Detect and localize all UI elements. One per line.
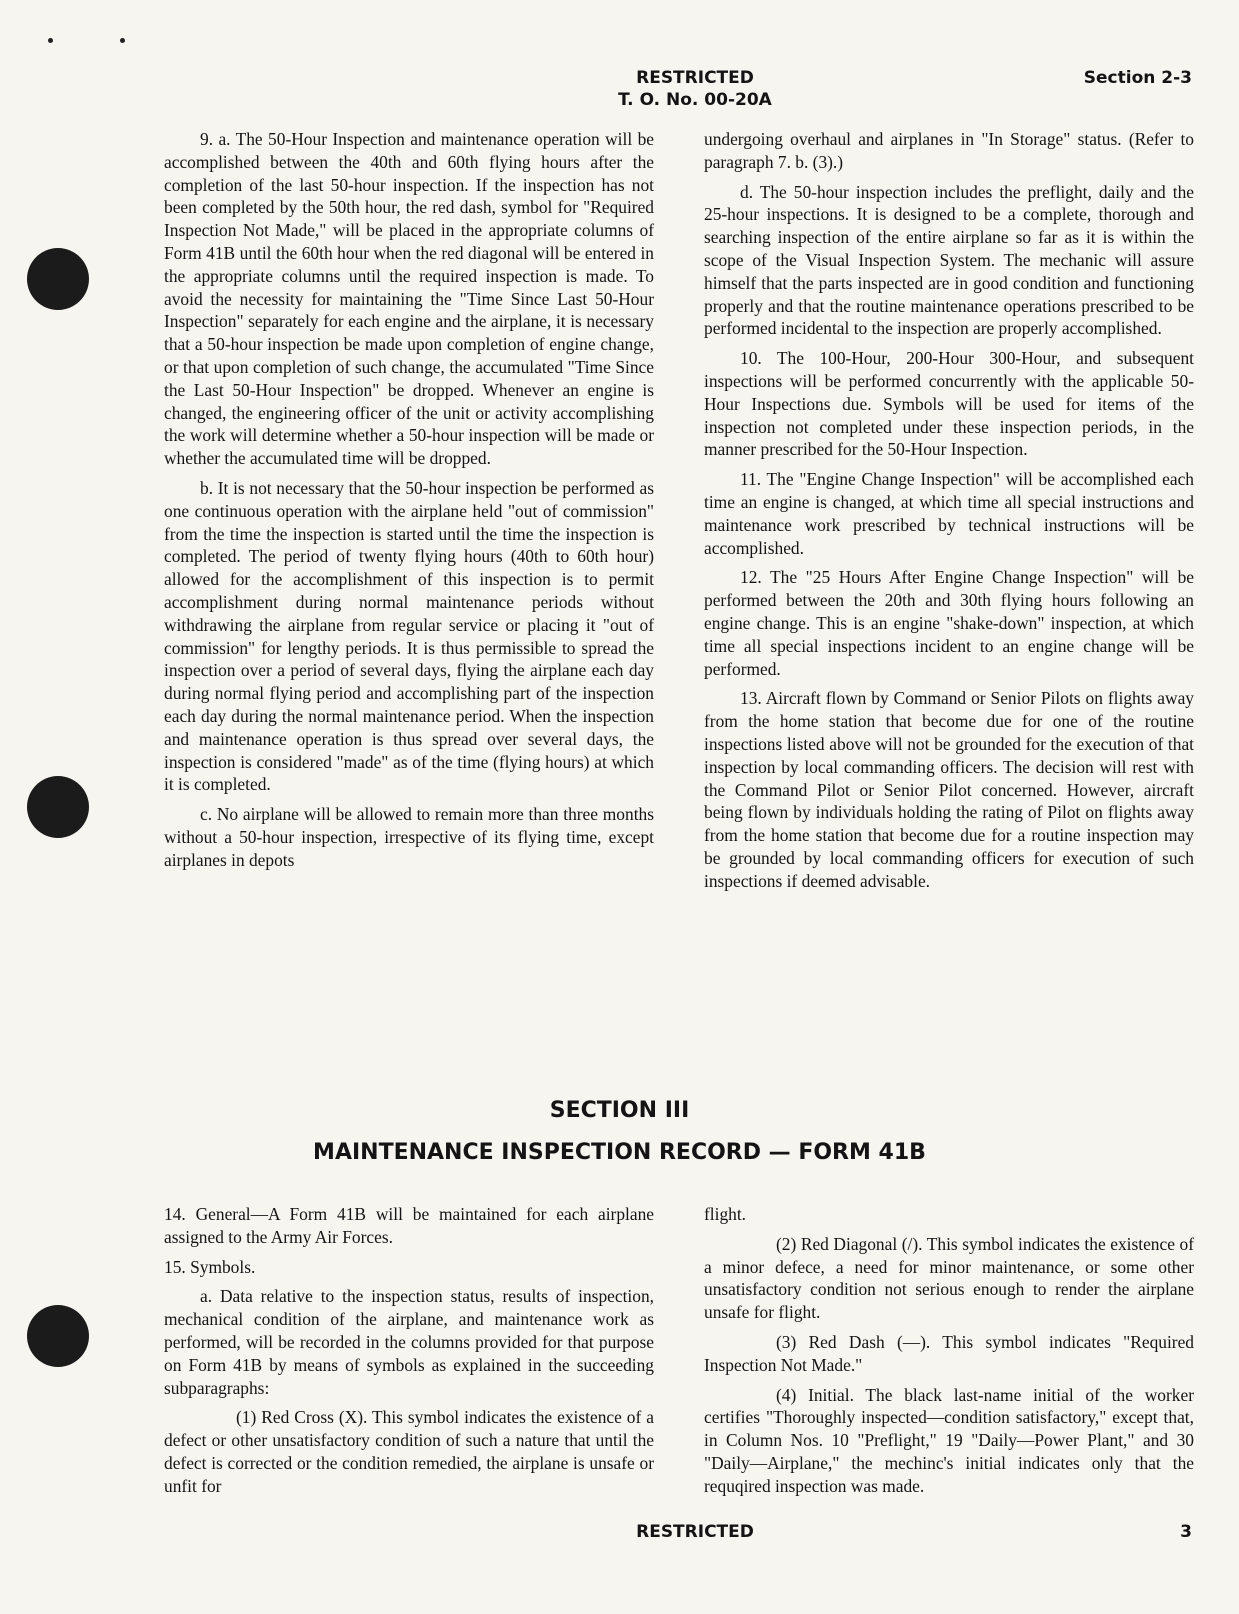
section-number: SECTION III [549,1098,690,1123]
punch-hole [27,248,89,310]
section-title: MAINTENANCE INSPECTION RECORD — FORM 41B [313,1140,926,1165]
paragraph-10: 10. The 100-Hour, 200-Hour 300-Hour, and subsequent inspections will be performed concurrently with the applicable 50-Hour Inspections due. Symbols will be used for items of the inspection not completed under these inspection periods, in the manner prescribed for the 50-Hour Inspection. [704,348,1194,460]
paragraph-9d: d. The 50-hour inspection includes the preflight, daily and the 25-hour inspections. It is designed to be a complete, thorough and searching inspection of the entire airplane so far as it is within the scope of the Visual Inspection System. The mechanic will assure himself that the parts inspected are in good condition and functioning properly and that the routine maintenance operations prescribed to be performed incidental to the inspection are properly accomplished. [704,181,1194,339]
paragraph-9c-continued: undergoing overhaul and airplanes in "In Storage" status. (Refer to paragraph 7. b. (3).) [704,129,1194,172]
paragraph-12: 12. The "25 Hours After Engine Change Inspection" will be performed between the 20th and 30th flying hours following an engine change. This is an engine "shake-down" inspection, at which time all special inspections incident to an engine change will be performed. [704,567,1194,679]
paragraph-15a1: (1) Red Cross (X). This symbol indicates the existence of a defect or other unsatisfactory condition of such a nature that until the defect is corrected or the condition remedied, the airplane is unsafe or unfit for [164,1407,654,1496]
paragraph-15a1-continued: flight. [704,1204,747,1224]
header-section-ref: Section 2-3 [1083,68,1192,88]
paragraph-9a: 9. a. The 50-Hour Inspection and maintenance operation will be accomplished between the 40th and 60th flying hours after the completion of the last 50-hour inspection. If the inspection has not been completed by the 50th hour, the red dash, symbol for "Required Inspection Not Made," will be placed in the appropriate columns of Form 41B until the 60th hour when the red diagonal will be entered in the appropriate columns until the required inspection is made. To avoid the necessity for maintaining the "Time Since Last 50-Hour Inspection" separately for each engine and the airplane, it is necessary that a 50-hour inspection be made upon completion of engine change, or that upon completion of such change, the accumulated "Time Since the Last 50-Hour Inspection" be dropped. Whenever an engine is changed, the engineering officer of the unit or activity accomplishing the work will determine whether a 50-hour inspection will be made or whether the accumulated time will be dropped. [164,129,654,469]
lower-left-column [164,1203,654,1505]
paragraph-13: 13. Aircraft flown by Command or Senior Pilots on flights away from the home station that become due for one of the routine inspections listed above will not be grounded for the execution of that inspection by local commanding officers. The decision will rest with the Command Pilot or Senior Pilot concerned. However, aircraft being flown by individuals holding the rating of Pilot on flights away from the home station that become due for a routine inspection may be grounded by local commanding officers for execution of such inspections if deemed advisable. [704,688,1194,891]
paragraph-9b: b. It is not necessary that the 50-hour inspection be performed as one continuous operation with the airplane held "out of commission" from the time the inspection is started until the time the inspection is completed. The period of twenty flying hours (40th to 60th hour) allowed for the accomplishment of this inspection is to permit accomplishment during normal maintenance periods without withdrawing the airplane from regular service or placing it "out of commission" for lengthy periods. It is thus permissible to spread the inspection over a period of several days, flying the airplane each day during normal flying period and accomplishing part of the inspection each day during the normal maintenance period. When the inspection and maintenance operation is thus spread over several days, the inspection is considered "made" as of the time (flying hours) at which it is completed. [164,477,654,795]
right-column [704,128,1194,900]
scan-dot [120,38,125,43]
paragraph-15a: a. Data relative to the inspection status, results of inspection, mechanical condition of the airplane, and maintenance work as performed, will be recorded in the columns provided for that purpose on Form 41B by means of symbols as explained in the succeeding subparagraphs: [164,1286,654,1398]
lower-right-column [704,1203,1194,1505]
paragraph-11: 11. The "Engine Change Inspection" will be accomplished each time an engine is changed, at which time all special instructions and maintenance work prescribed by technical instructions will be accomplished. [704,469,1194,558]
paragraph-15a3: (3) Red Dash (—). This symbol indicates "Required Inspection Not Made." [704,1331,1194,1375]
paragraph-9c: c. No airplane will be allowed to remain more than three months without a 50-hour inspection, irrespective of its flying time, except airplanes in depots [164,804,654,870]
left-column [164,128,654,879]
footer-classification: RESTRICTED [636,1522,754,1542]
paragraph-15a4: (4) Initial. The black last-name initial of the worker certifies "Thoroughly inspected—condition satisfactory," except that, in Column Nos. 10 "Preflight," 19 "Daily—Power Plant," and 30 "Daily—Airplane," the mechinc's initial indicates only that the requqired inspection was made. [704,1384,1194,1496]
paragraph-14: 14. General—A Form 41B will be maintained for each airplane assigned to the Army Air Forces. [164,1204,654,1247]
header-classification: RESTRICTED [636,68,754,88]
scan-dot [48,38,53,43]
paragraph-15a2: (2) Red Diagonal (/). This symbol indicates the existence of a minor defece, a need for minor maintenance, or some other unsatisfactory condition not serious enough to render the airplane unsafe for flight. [704,1233,1194,1323]
header-to-number: T. O. No. 00-20A [618,90,772,110]
punch-hole [27,1305,89,1367]
page-number: 3 [1180,1522,1192,1542]
punch-hole [27,776,89,838]
paragraph-15: 15. Symbols. [164,1256,256,1277]
